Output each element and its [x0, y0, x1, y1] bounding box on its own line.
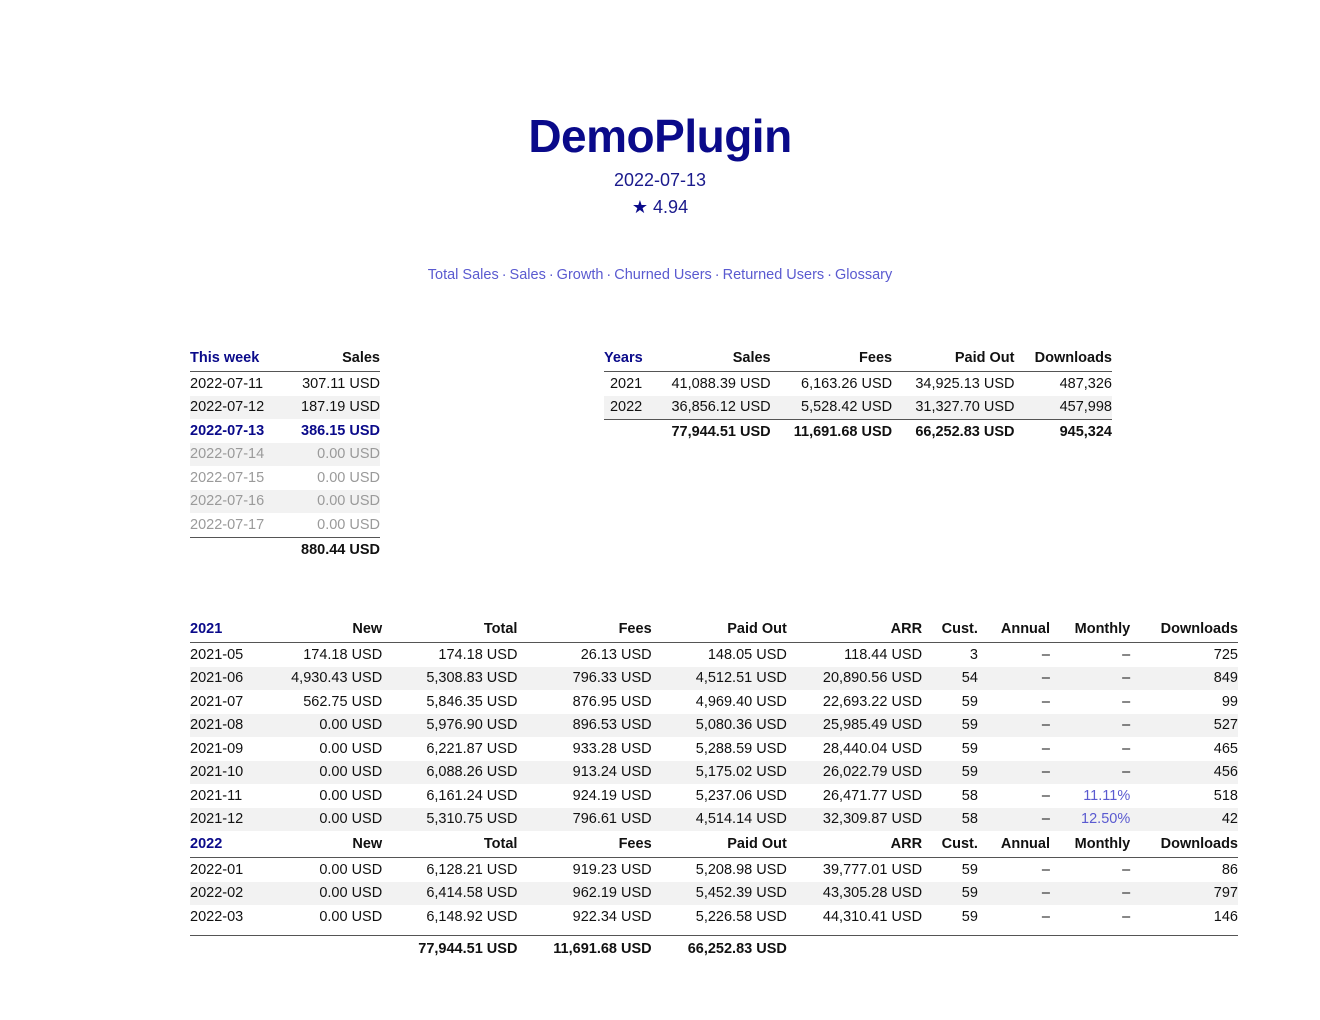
table-cell: 5,308.83 USD: [382, 667, 517, 691]
table-cell: 5,175.02 USD: [652, 761, 787, 785]
table-cell: 146: [1213, 908, 1238, 925]
table-cell: 796.61 USD: [517, 808, 651, 832]
page-title: DemoPlugin: [528, 110, 792, 162]
table-cell: 876.95 USD: [572, 693, 652, 710]
table-cell: 518: [1213, 787, 1238, 804]
table-cell: 32,309.87 USD: [787, 808, 922, 832]
column-header: ARR: [787, 831, 922, 858]
total-cell: 11,691.68 USD: [517, 935, 651, 962]
table-cell: 0.00 USD: [257, 714, 382, 738]
table-cell: 5,452.39 USD: [652, 882, 787, 906]
table-cell: 725: [1213, 646, 1238, 663]
column-header: Fees: [517, 616, 651, 643]
years-table: [604, 345, 1112, 444]
nav-link-total-sales[interactable]: Total Sales: [427, 267, 499, 283]
table-cell: –: [1122, 693, 1131, 710]
table-cell: 4,969.40 USD: [695, 693, 787, 710]
table-cell: 26,471.77 USD: [822, 787, 923, 804]
table-cell: 2022: [604, 396, 648, 420]
star-icon: ★: [631, 197, 649, 217]
table-cell: 174.18 USD: [303, 646, 383, 663]
nav-link-churned-users[interactable]: Churned Users: [614, 267, 712, 283]
row-sales: 0.00 USD: [277, 490, 380, 514]
table-cell: 31,327.70 USD: [892, 396, 1014, 420]
rating: [0, 195, 1320, 219]
row-date: 2022-07-12: [190, 396, 277, 420]
table-cell: –: [978, 761, 1050, 785]
nav-separator: ·: [501, 267, 507, 283]
total-cell: 66,252.83 USD: [892, 420, 1014, 445]
table-row: [604, 372, 1112, 396]
table-cell: 796.33 USD: [517, 667, 651, 691]
table-cell: 4,512.51 USD: [652, 667, 787, 691]
total-cell: [978, 935, 1050, 962]
column-header: Monthly: [1050, 831, 1130, 858]
nav-link-glossary[interactable]: Glossary: [835, 267, 893, 283]
table-cell: 5,237.06 USD: [695, 787, 787, 804]
section-nav: [0, 267, 1320, 283]
table-cell: 25,985.49 USD: [787, 714, 922, 738]
row-date: 2022-07-14: [190, 443, 277, 467]
table-cell: 26.13 USD: [580, 646, 652, 663]
report-date: 2022-07-13: [613, 170, 707, 190]
total-cell: [190, 935, 257, 962]
table-cell: –: [1041, 740, 1050, 757]
table-row: [190, 761, 1238, 785]
table-cell: –: [1122, 740, 1131, 757]
table-cell: 59: [922, 882, 978, 906]
table-cell: 0.00 USD: [257, 808, 382, 832]
table-cell: 896.53 USD: [517, 714, 651, 738]
table-cell: 465: [1213, 740, 1238, 757]
total-cell: [922, 935, 978, 962]
total-cell: [1050, 935, 1130, 962]
total-row: [190, 537, 380, 562]
table-cell: 36,856.12 USD: [648, 396, 770, 420]
table-row: [190, 466, 380, 490]
nav-separator: ·: [714, 267, 720, 283]
table-cell: 456: [1130, 761, 1238, 785]
nav-separator: ·: [548, 267, 554, 283]
row-date: 2022-07-17: [190, 516, 265, 533]
table-cell: 0.00 USD: [319, 908, 383, 925]
column-header: Annual: [978, 616, 1050, 643]
total-cell: [1130, 935, 1238, 962]
table-cell: 933.28 USD: [572, 740, 652, 757]
table-cell: –: [1050, 667, 1130, 691]
table-cell: 5,208.98 USD: [695, 861, 787, 878]
table-cell: 99: [1221, 693, 1238, 710]
table-cell: 39,777.01 USD: [822, 861, 923, 878]
table-cell: 913.24 USD: [517, 761, 651, 785]
table-cell: 34,925.13 USD: [915, 375, 1015, 392]
table-cell: 2022-02: [190, 882, 257, 906]
table-cell: 42: [1130, 808, 1238, 832]
table-row: [190, 737, 1238, 761]
table-cell: 174.18 USD: [438, 646, 518, 663]
table-cell: 6,221.87 USD: [426, 740, 518, 757]
column-header: New: [257, 831, 382, 858]
table-cell: 5,080.36 USD: [652, 714, 787, 738]
column-header: This week: [190, 345, 277, 372]
table-cell: 22,693.22 USD: [822, 693, 923, 710]
table-cell: 28,440.04 USD: [822, 740, 923, 757]
table-cell: –: [1041, 693, 1050, 710]
column-header: Annual: [978, 831, 1050, 858]
table-cell: 2021-11: [190, 787, 243, 804]
table-cell: 12.50%: [1050, 808, 1130, 832]
table-cell: 2022-01: [190, 861, 244, 878]
row-sales: 386.15 USD: [301, 422, 380, 439]
column-header: Downloads: [1130, 831, 1238, 858]
table-cell: 457,998: [1014, 396, 1112, 420]
table-cell: 59: [961, 740, 978, 757]
table-row: [190, 905, 1238, 929]
table-cell: 6,163.26 USD: [801, 375, 893, 392]
table-cell: 2021-09: [190, 740, 244, 757]
column-header: Cust.: [922, 616, 978, 643]
year-label: 2022: [190, 831, 257, 858]
table-cell: 59: [961, 908, 978, 925]
table-cell: 20,890.56 USD: [787, 667, 922, 691]
table-row: [190, 690, 1238, 714]
table-cell: 962.19 USD: [517, 882, 651, 906]
table-row: [190, 882, 1238, 906]
table-row: [190, 513, 380, 537]
table-cell: 44,310.41 USD: [822, 908, 923, 925]
column-header: Total: [382, 831, 517, 858]
empty-cell: [190, 537, 277, 562]
row-date: 2022-07-13: [190, 422, 265, 439]
row-sales: 0.00 USD: [317, 516, 380, 533]
table-row: [190, 808, 1238, 832]
table-cell: 6,161.24 USD: [426, 787, 518, 804]
total-row: [604, 420, 1112, 445]
table-cell: 922.34 USD: [572, 908, 652, 925]
table-cell: 487,326: [1059, 375, 1112, 392]
table-cell: –: [978, 667, 1050, 691]
table-cell: 148.05 USD: [707, 646, 787, 663]
table-cell: 2021-05: [190, 646, 244, 663]
table-row: [604, 396, 1112, 420]
table-cell: –: [1122, 861, 1131, 878]
table-cell: 2022-03: [190, 908, 244, 925]
table-cell: 0.00 USD: [319, 861, 383, 878]
table-row: [190, 858, 1238, 882]
table-cell: 54: [922, 667, 978, 691]
table-cell: –: [1041, 861, 1050, 878]
table-cell: 0.00 USD: [257, 761, 382, 785]
rating-value: 4.94: [653, 197, 689, 217]
table-cell: –: [1050, 882, 1130, 906]
column-header: Fees: [771, 345, 892, 372]
total-sales: 880.44 USD: [277, 537, 380, 562]
table-cell: 5,976.90 USD: [382, 714, 517, 738]
table-cell: 2021-07: [190, 693, 244, 710]
table-cell: 849: [1130, 667, 1238, 691]
row-sales: 307.11 USD: [302, 375, 380, 392]
table-header-row: [190, 345, 380, 372]
table-cell: 6,148.92 USD: [426, 908, 518, 925]
year-header-row: [190, 831, 1238, 858]
table-cell: 0.00 USD: [257, 882, 382, 906]
table-cell: 2021-10: [190, 761, 257, 785]
table-cell: 5,226.58 USD: [695, 908, 787, 925]
column-header: Years: [604, 345, 648, 372]
table-cell: 43,305.28 USD: [787, 882, 922, 906]
row-date: 2022-07-16: [190, 490, 277, 514]
table-header-row: [604, 345, 1112, 372]
table-cell: 5,288.59 USD: [695, 740, 787, 757]
table-row: [190, 372, 380, 396]
total-cell: [787, 935, 922, 962]
table-cell: 6,128.21 USD: [426, 861, 518, 878]
table-cell: –: [1122, 646, 1131, 663]
table-cell: –: [1041, 646, 1050, 663]
row-date: 2022-07-15: [190, 469, 265, 486]
table-row: [190, 396, 380, 420]
total-cell: 11,691.68 USD: [771, 420, 892, 445]
nav-link-sales[interactable]: Sales: [509, 267, 546, 283]
column-header: Monthly: [1050, 616, 1130, 643]
table-cell: 797: [1130, 882, 1238, 906]
table-cell: 6,088.26 USD: [382, 761, 517, 785]
column-header: New: [257, 616, 382, 643]
total-cell: 77,944.51 USD: [648, 420, 770, 445]
table-cell: 924.19 USD: [572, 787, 652, 804]
column-header: Total: [382, 616, 517, 643]
column-header: Downloads: [1130, 616, 1238, 643]
table-cell: –: [1050, 714, 1130, 738]
table-cell: 59: [961, 693, 978, 710]
table-cell: 2021-12: [190, 808, 257, 832]
table-cell: 527: [1130, 714, 1238, 738]
table-cell: 6,414.58 USD: [382, 882, 517, 906]
table-cell: –: [978, 714, 1050, 738]
column-header: Paid Out: [652, 831, 787, 858]
column-header: Sales: [648, 345, 770, 372]
table-cell: 2021-06: [190, 667, 257, 691]
row-sales: 0.00 USD: [277, 443, 380, 467]
monthly-table: [190, 616, 1238, 962]
table-row: [190, 667, 1238, 691]
total-cell: 66,252.83 USD: [652, 935, 787, 962]
column-header: Sales: [277, 345, 380, 372]
column-header: Downloads: [1014, 345, 1112, 372]
table-cell: 118.44 USD: [844, 646, 923, 663]
table-cell: 5,310.75 USD: [382, 808, 517, 832]
nav-separator: ·: [606, 267, 612, 283]
year-label: 2021: [190, 616, 257, 643]
table-cell: 59: [922, 761, 978, 785]
table-cell: 3: [969, 646, 978, 663]
total-cell: 77,944.51 USD: [382, 935, 517, 962]
page-header: [0, 108, 1320, 219]
table-cell: 58: [922, 808, 978, 832]
table-cell: 5,528.42 USD: [771, 396, 892, 420]
table-row: [190, 784, 1238, 808]
table-cell: 58: [961, 787, 978, 804]
table-cell: –: [978, 808, 1050, 832]
total-cell: [257, 935, 382, 962]
column-header: Paid Out: [892, 345, 1014, 372]
total-cell: [604, 420, 648, 445]
column-header: ARR: [787, 616, 922, 643]
table-cell: –: [1041, 787, 1050, 804]
this-week-table: [190, 345, 380, 562]
nav-link-returned-users[interactable]: Returned Users: [722, 267, 825, 283]
table-cell: 41,088.39 USD: [671, 375, 771, 392]
table-cell: 26,022.79 USD: [787, 761, 922, 785]
column-header: Cust.: [922, 831, 978, 858]
table-cell: 59: [961, 861, 978, 878]
nav-separator: ·: [827, 267, 833, 283]
total-cell: 945,324: [1014, 420, 1112, 445]
table-row: [190, 490, 380, 514]
column-header: Paid Out: [652, 616, 787, 643]
table-cell: 2021: [609, 375, 643, 392]
table-row: [190, 714, 1238, 738]
column-header: Fees: [517, 831, 651, 858]
table-cell: 919.23 USD: [572, 861, 652, 878]
table-row: [190, 419, 380, 443]
nav-link-growth[interactable]: Growth: [556, 267, 604, 283]
row-sales: 0.00 USD: [317, 469, 380, 486]
table-cell: –: [978, 882, 1050, 906]
table-cell: –: [1050, 761, 1130, 785]
table-cell: 0.00 USD: [319, 740, 383, 757]
table-cell: 4,930.43 USD: [257, 667, 382, 691]
table-row: [190, 443, 380, 467]
table-cell: 11.11%: [1083, 787, 1131, 804]
row-sales: 187.19 USD: [277, 396, 380, 420]
table-cell: 86: [1221, 861, 1238, 878]
table-row: [190, 643, 1238, 667]
table-cell: 4,514.14 USD: [652, 808, 787, 832]
total-row: [190, 935, 1238, 962]
row-date: 2022-07-11: [190, 375, 264, 392]
table-cell: 0.00 USD: [319, 787, 383, 804]
table-cell: 59: [922, 714, 978, 738]
table-cell: 562.75 USD: [303, 693, 383, 710]
year-header-row: [190, 616, 1238, 643]
table-cell: 5,846.35 USD: [426, 693, 518, 710]
table-cell: 2021-08: [190, 714, 257, 738]
table-cell: –: [1122, 908, 1131, 925]
table-cell: –: [1041, 908, 1050, 925]
